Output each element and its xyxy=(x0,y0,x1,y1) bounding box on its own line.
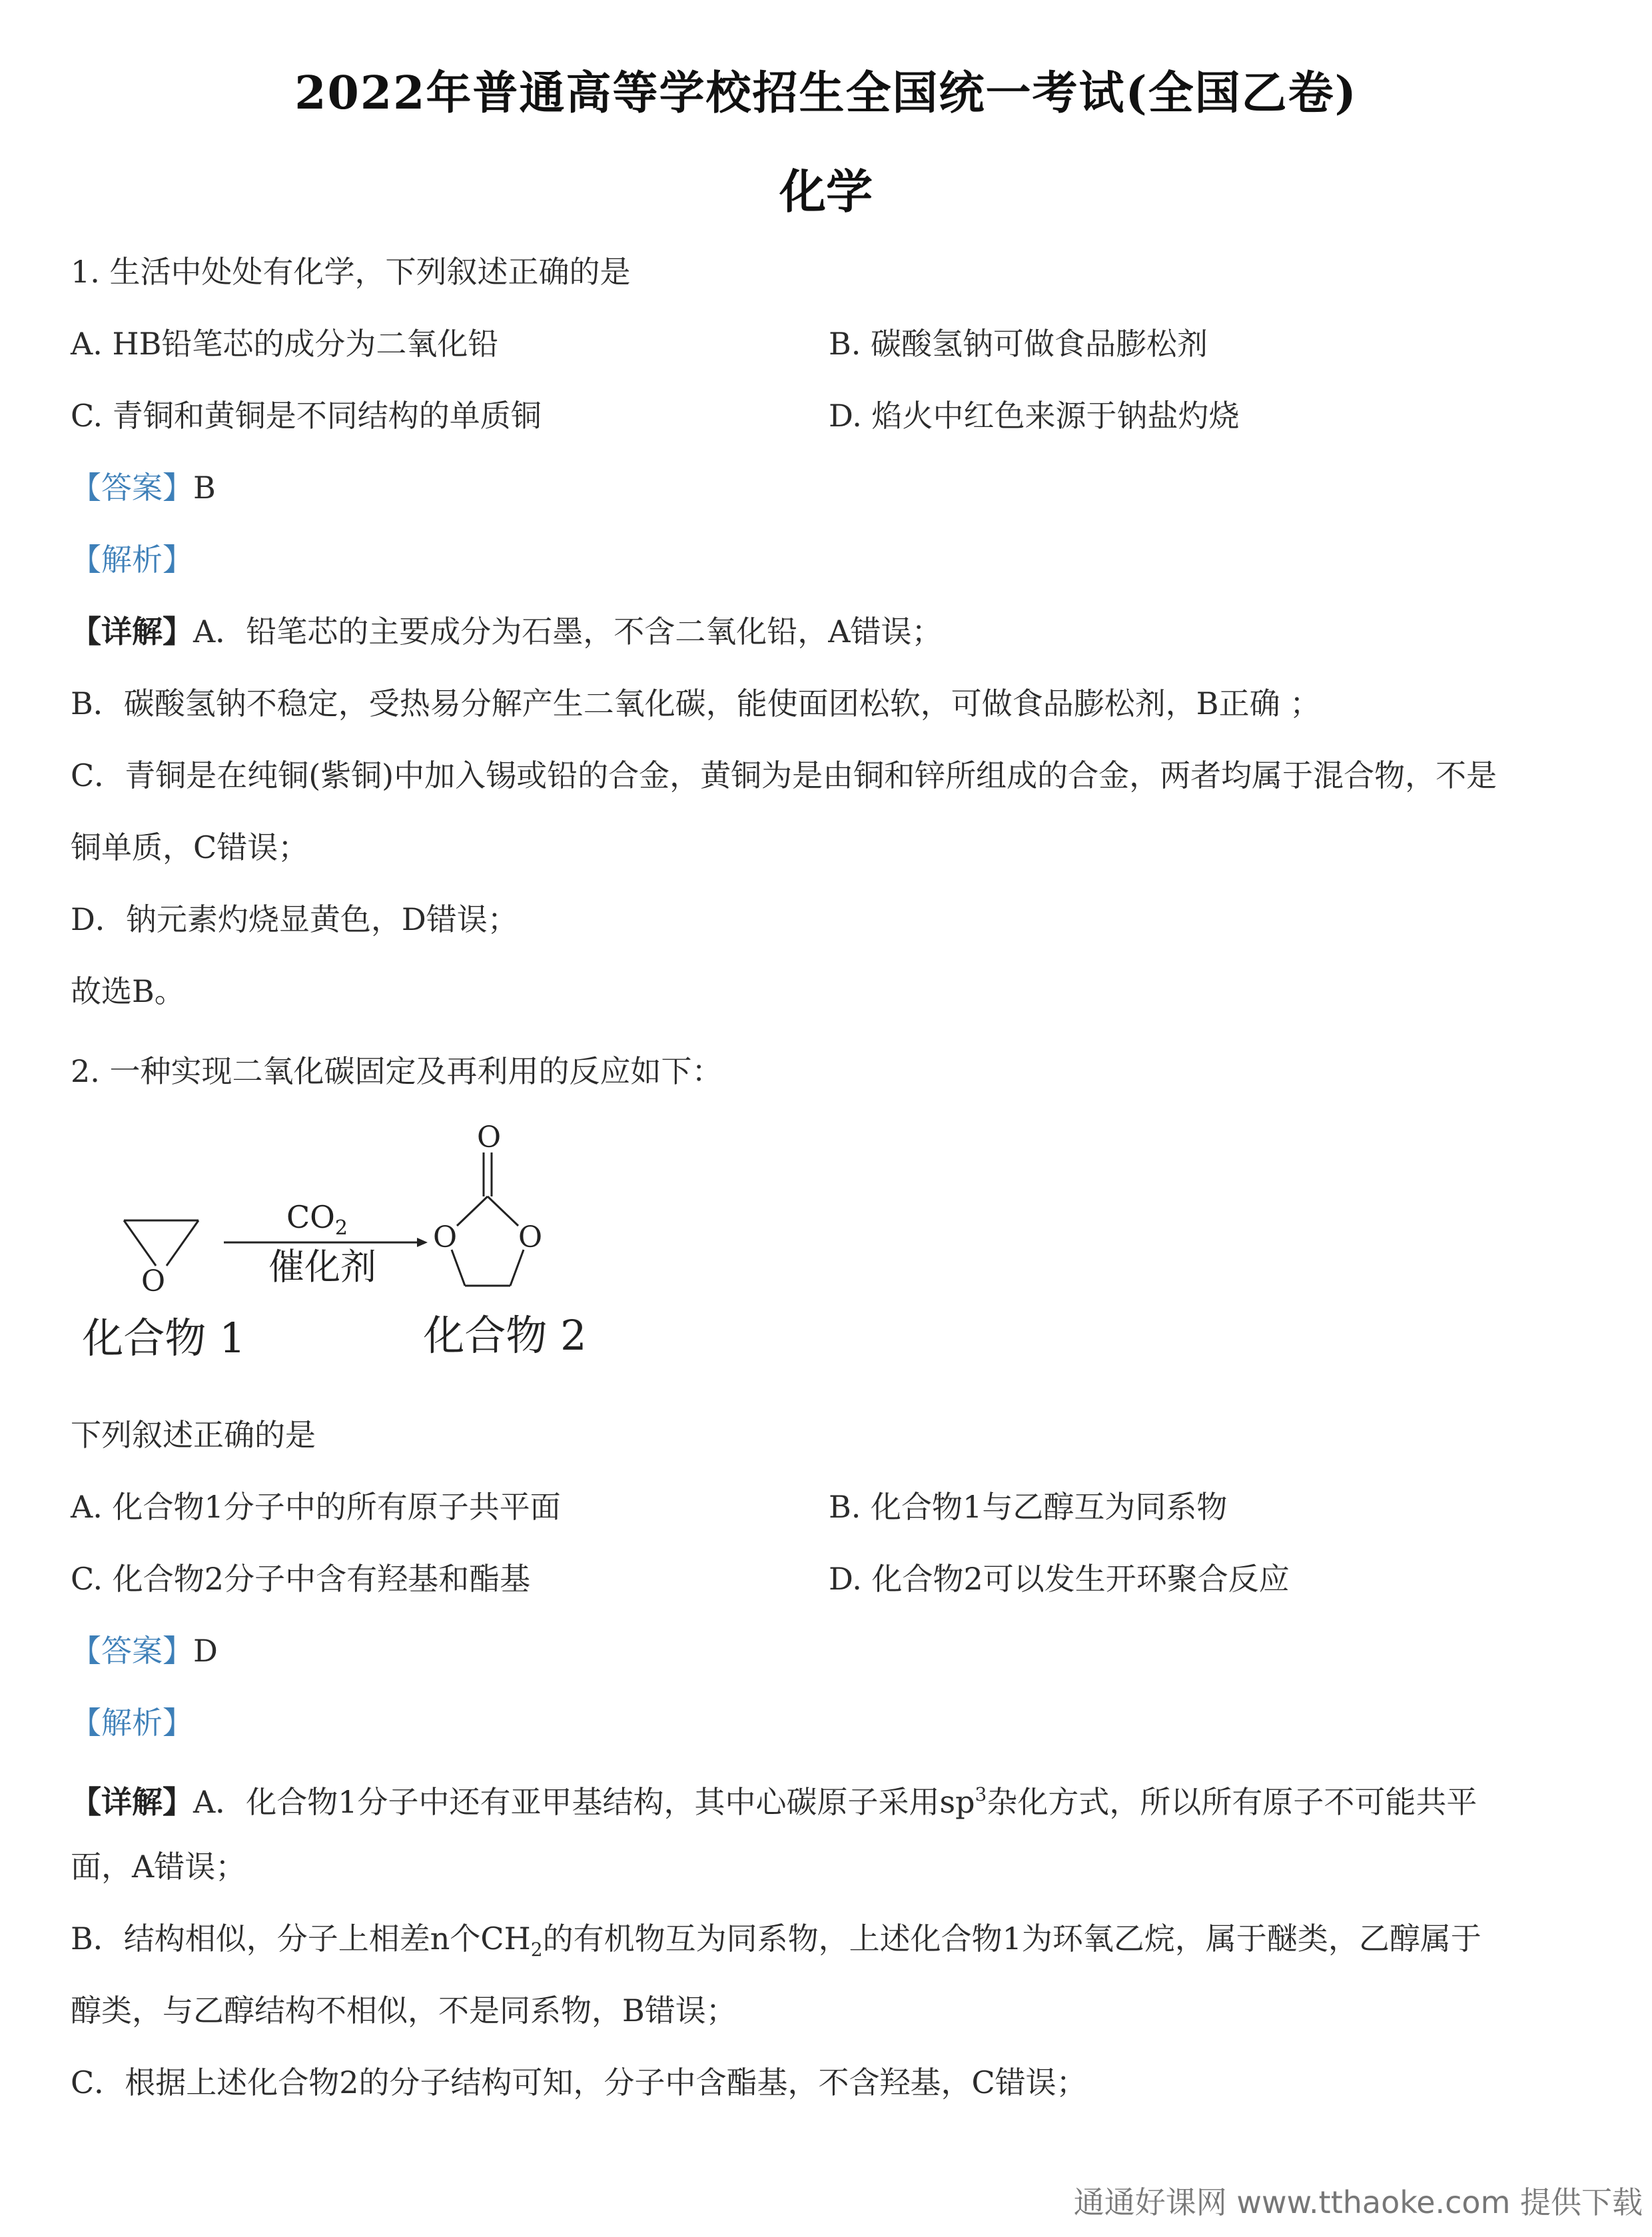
carbonyl-oxygen: O xyxy=(476,1120,502,1154)
answer-tag: 【答案】 xyxy=(71,470,193,506)
q1-option-d: D. 焰火中红色来源于钠盐灼烧 xyxy=(829,398,1240,434)
detail-text: A．铅笔芯的主要成分为石墨，不含二氧化铅，A错误； xyxy=(193,614,943,650)
ring-oxygen-left: O xyxy=(432,1220,458,1254)
watermark: 通通好课网 www.tthaoke.com 提供下载 xyxy=(1073,2184,1643,2220)
q2-detail-a-cont: 面，A错误； xyxy=(71,1849,246,1885)
q1-detail-c: C．青铜是在纯铜(紫铜)中加入锡或铅的合金，黄铜为是由铜和锌所组成的合金，两者均属于混合物，不是 xyxy=(71,757,1497,793)
q2-detail-a xyxy=(71,1775,1477,1822)
q2-detail-c: C．根据上述化合物2的分子结构可知，分子中含酯基，不含羟基，C错误； xyxy=(71,2064,1087,2100)
q2-stem: 2. 一种实现二氧化碳固定及再利用的反应如下： xyxy=(71,1053,723,1089)
subject-heading: 化学 xyxy=(779,164,873,219)
compound2-label: 化合物 2 xyxy=(423,1311,587,1360)
detail-text: B．结构相似，分子上相差n个CH xyxy=(71,1921,531,1957)
q1-option-a: A. HB铅笔芯的成分为二氧化铅 xyxy=(71,326,499,362)
q2-detail-b-cont: 醇类，与乙醇结构不相似，不是同系物，B错误； xyxy=(71,1993,737,2028)
carbonate-structure xyxy=(452,1152,524,1286)
q1-detail-b: B．碳酸氢钠不稳定，受热易分解产生二氧化碳，能使面团松软，可做食品膨松剂，B正确 ； xyxy=(71,685,1321,721)
superscript: 3 xyxy=(975,1783,987,1805)
q2-analysis-tag xyxy=(71,1703,193,1743)
reaction-scheme xyxy=(71,1119,643,1386)
answer-value: D xyxy=(193,1633,218,1669)
q1-analysis-tag xyxy=(71,540,193,580)
q1-conclusion: 故选B。 xyxy=(71,973,185,1009)
q1-detail-a xyxy=(71,612,942,652)
q1-stem: 1. 生活中处处有化学，下列叙述正确的是 xyxy=(71,254,631,290)
answer-tag: 【答案】 xyxy=(71,1633,193,1669)
q1-option-b: B. 碳酸氢钠可做食品膨松剂 xyxy=(829,326,1208,362)
page-title: 2022年普通高等学校招生全国统一考试(全国乙卷) xyxy=(294,67,1358,120)
q2-detail-b xyxy=(71,1919,1481,1970)
reaction-svg xyxy=(71,1119,643,1386)
reagent-catalyst: 催化剂 xyxy=(268,1246,376,1288)
q1-option-c: C. 青铜和黄铜是不同结构的单质铜 xyxy=(71,398,542,434)
q1-detail-c-cont: 铜单质，C错误； xyxy=(71,829,309,865)
detail-text: A．化合物1分子中还有亚甲基结构，其中心碳原子采用sp xyxy=(193,1784,975,1820)
detail-tag: 【详解】 xyxy=(71,614,193,650)
compound1-label: 化合物 1 xyxy=(82,1314,246,1362)
detail-tag: 【详解】 xyxy=(71,1784,193,1820)
q2-answer xyxy=(71,1631,218,1671)
detail-text-cont: 的有机物互为同系物，上述化合物1为环氧乙烷，属于醚类，乙醇属于 xyxy=(542,1921,1481,1957)
q2-option-c: C. 化合物2分子中含有羟基和酯基 xyxy=(71,1561,531,1597)
subscript: 2 xyxy=(530,1939,543,1961)
q2-question: 下列叙述正确的是 xyxy=(71,1417,316,1453)
analysis-tag: 【解析】 xyxy=(71,542,193,578)
analysis-tag: 【解析】 xyxy=(71,1705,193,1741)
q2-option-b: B. 化合物1与乙醇互为同系物 xyxy=(829,1489,1228,1525)
detail-text-cont: 杂化方式，所以所有原子不可能共平 xyxy=(987,1784,1477,1820)
q2-option-d: D. 化合物2可以发生开环聚合反应 xyxy=(829,1561,1290,1597)
epoxide-oxygen: O xyxy=(141,1264,166,1298)
q2-option-a: A. 化合物1分子中的所有原子共平面 xyxy=(71,1489,561,1525)
ring-oxygen-right: O xyxy=(518,1220,543,1254)
q1-detail-d: D．钠元素灼烧显黄色，D错误； xyxy=(71,901,518,937)
q1-answer xyxy=(71,468,216,508)
answer-value: B xyxy=(193,470,216,506)
reagent-co2: $CO_2$ xyxy=(286,1199,348,1240)
epoxide-structure xyxy=(124,1220,199,1266)
